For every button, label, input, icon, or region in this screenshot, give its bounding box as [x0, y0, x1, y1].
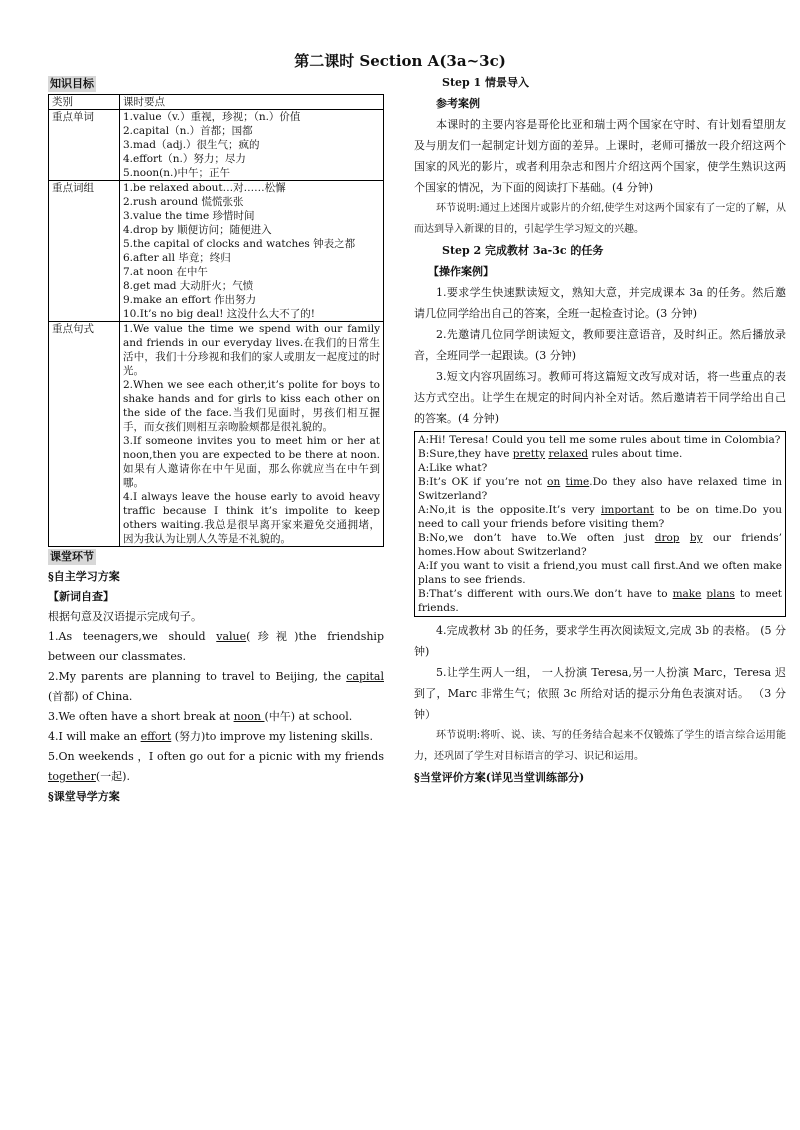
list-item: 1.be relaxed about…对……松懈: [123, 182, 286, 194]
sentence-text: (珍视)the friendship between our classmates.: [48, 630, 384, 663]
dialog-text: .Do they also have relaxed time in Switzerland?: [418, 476, 782, 502]
dialog-box: [414, 431, 786, 617]
table-header-cell: 类别: [49, 95, 120, 110]
dialog-line: [418, 475, 782, 503]
list-item: 1.We value the time we spend with our family and friends in our everyday lives.在我们的日常生活中，我们十分珍视和我们的家人或朋友一起度过的时光。: [123, 323, 380, 377]
category-cell: 重点单词: [49, 110, 120, 181]
sentence-text: (努力)to improve my listening skills.: [171, 730, 373, 743]
left-column: [48, 72, 384, 807]
dialog-answer: on: [547, 476, 561, 488]
dialog-text: to meet friends.: [418, 588, 782, 614]
dialog-text: B:It’s OK if you’re not: [418, 476, 548, 488]
exercise-sentence: [48, 627, 384, 667]
list-item: 3.mad（adj.）很生气；疯的: [123, 139, 260, 151]
dialog-text: B:No,we don’t have to.We often just: [418, 532, 655, 544]
sentence-text: (中午) at school.: [264, 710, 353, 723]
list-item: 5.the capital of clocks and watches 钟表之都: [123, 238, 356, 250]
list-item: 3.value the time 珍惜时间: [123, 210, 255, 222]
sentence-text: 1.As teenagers,we should: [48, 630, 217, 643]
dialog-text: A:Hi! Teresa! Could you tell me some rules about time in Colombia?: [418, 434, 781, 446]
new-words-heading: 【新词自查】: [48, 590, 114, 603]
dialog-answer: by: [689, 532, 703, 544]
list-item: 5.noon(n.)中午；正午: [123, 167, 230, 179]
sentence-text: 5.On weekends ，I often go out for a picnic with my friends: [48, 750, 384, 763]
dialog-text: A:Like what?: [418, 462, 488, 474]
dialog-answer: plans: [706, 588, 735, 600]
knowledge-goals-table: [48, 94, 384, 547]
items-cell: [120, 110, 384, 181]
exercise-sentence: [48, 727, 384, 747]
table-row-phrases: [49, 181, 384, 322]
dialog-text: B:Sure,they have: [418, 448, 513, 460]
class-section: [48, 547, 384, 807]
task-paragraph: 3.短文内容巩固练习。教师可将这篇短文改写成对话，将一些重点的表达方式空出。让学生在规定的时间内补全对话。然后邀请若干同学给出自己的答案。(4 分钟): [414, 370, 786, 425]
task-paragraph: 2.先邀请几位同学朗读短文，教师要注意语音，及时纠正。然后播放录音，全班同学一起跟读。(3 分钟): [414, 328, 786, 362]
answer-blank: noon: [233, 710, 265, 723]
dialog-line: [418, 461, 782, 475]
list-item: 1.value（v.）重视，珍视；（n.）价值: [123, 111, 301, 123]
step1-paragraph: 本课时的主要内容是哥伦比亚和瑞士两个国家在守时、有计划看望朋友及与朋友们一起制定计划方面的差异。上课时，老师可播放一段介绍这两个国家的风光的影片，或者利用杂志和图片介绍这两个国家，使学生熟识这两个国家的情况，为下面的阅读打下基础。(4 分钟): [414, 118, 786, 194]
list-item: 9.make an effort 作出努力: [123, 294, 257, 306]
answer-blank: value: [216, 630, 247, 643]
items-cell: [120, 322, 384, 547]
task-paragraph: 1.要求学生快速默读短文，熟知大意，并完成课本 3a 的任务。然后邀请几位同学给出自己的答案，全班一起检查讨论。(3 分钟): [414, 286, 786, 320]
list-item: 2.When we see each other,it’s polite for boys to shake hands and for girls to kiss each other on the side of the face.当我们见面时，男孩们相互握手，而女孩们则相互亲吻脸颊都是很礼貌的。: [123, 379, 380, 433]
exercise-sentence: [48, 747, 384, 787]
step2-note: 环节说明:将听、说、读、写的任务结合起来不仅锻炼了学生的语言综合运用能力，还巩固了学生对目标语言的学习、识记和运用。: [414, 730, 786, 762]
list-item: 8.get mad 大动肝火；气愤: [123, 280, 254, 292]
list-item: 6.after all 毕竟；终归: [123, 252, 231, 264]
sentence-text: (首都) of China.: [48, 690, 133, 703]
dialog-text: rules about time.: [588, 448, 683, 460]
category-cell: 重点词组: [49, 181, 120, 322]
answer-blank: capital: [346, 670, 384, 683]
list-item: 7.at noon 在中午: [123, 266, 208, 278]
dialog-line: [418, 587, 782, 615]
exercise-sentence: [48, 667, 384, 707]
exercise-sentence: [48, 707, 384, 727]
table-header-cell: 课时要点: [120, 95, 384, 110]
dialog-line: [418, 531, 782, 559]
dialog-line: [418, 503, 782, 531]
list-item: 2.rush around 慌慌张张: [123, 196, 244, 208]
ref-case-heading: 参考案例: [436, 97, 480, 110]
dialog-text: A:If you want to visit a friend,you must call first.And we often make plans to see friends.: [418, 560, 782, 586]
category-cell: 重点句式: [49, 322, 120, 547]
self-study-heading: §自主学习方案: [48, 570, 120, 583]
dialog-text: to be on time.Do you need to call your friends before visiting them?: [418, 504, 782, 530]
list-item: 4.drop by 顺便访问；随便进入: [123, 224, 272, 236]
table-row-sentences: [49, 322, 384, 547]
task-paragraph: 4.完成教材 3b 的任务，要求学生再次阅读短文,完成 3b 的表格。 (5 分钟): [414, 624, 786, 658]
dialog-line: [418, 447, 782, 461]
right-column: [414, 72, 786, 788]
list-item: 2.capital（n.）首都；国都: [123, 125, 253, 137]
list-item: 3.If someone invites you to meet him or her at noon,then you are expected to be there at noon.如果有人邀请你在中午见面，那么你就应当在中午到哪。: [123, 435, 380, 489]
sentence-text: 4.I will make an: [48, 730, 141, 743]
sentence-text: (一起).: [95, 770, 130, 783]
sentence-text: 3.We often have a short break at: [48, 710, 234, 723]
table-header-row: [49, 95, 384, 110]
dialog-answer: important: [601, 504, 654, 516]
answer-blank: effort: [140, 730, 172, 743]
step1-note: 环节说明:通过上述图片或影片的介绍,使学生对这两个国家有了一定的了解，从而达到导入新课的目的，引起学生学习短文的兴趣。: [414, 203, 786, 235]
class-section-heading: 课堂环节: [50, 550, 94, 563]
step2-heading: Step 2 完成教材 3a-3c 的任务: [442, 244, 604, 257]
dialog-answer: pretty: [512, 448, 546, 460]
knowledge-goals-heading: 知识目标: [50, 77, 94, 90]
sentence-text: 2.My parents are planning to travel to Beijing, the: [48, 670, 347, 683]
dialog-text: our friends’ homes.How about Switzerland?: [418, 532, 782, 558]
list-item: 4.effort（n.）努力；尽力: [123, 153, 246, 165]
list-item: 4.I always leave the house early to avoid heavy traffic because I think it’s impolite to keep others waiting.我总是很早离开家来避免交通拥堵，因为我认为让别人久等是不礼貌的。: [123, 491, 380, 545]
step1-heading: Step 1 情景导入: [442, 76, 530, 89]
items-cell: [120, 181, 384, 322]
answer-blank: together: [48, 770, 96, 783]
list-item: 10.It’s no big deal! 这没什么大不了的!: [123, 308, 316, 320]
dialog-line: [418, 433, 782, 447]
dialog-text: B:That’s different with ours.We don’t have to: [418, 588, 673, 600]
op-case-heading: 【操作案例】: [428, 265, 494, 278]
dialog-answer: drop: [654, 532, 680, 544]
task-paragraph: 5.让学生两人一组， 一人扮演 Teresa,另一人扮演 Marc，Teresa 迟到了，Marc 非常生气；依照 3c 所给对话的提示分角色表演对话。 （3 分钟）: [414, 666, 786, 721]
table-row-words: [49, 110, 384, 181]
guide-heading: §课堂导学方案: [48, 790, 120, 803]
dialog-line: [418, 559, 782, 587]
dialog-text: [680, 532, 690, 544]
dialog-answer: relaxed: [548, 448, 589, 460]
dialog-answer: make: [672, 588, 702, 600]
dialog-answer: time: [565, 476, 590, 488]
dialog-text: A:No,it is the opposite.It’s very: [418, 504, 602, 516]
instruction-text: 根据句意及汉语提示完成句子。: [48, 610, 202, 623]
evaluation-heading: §当堂评价方案(详见当堂训练部分): [414, 771, 585, 784]
page-title: 第二课时 Section A(3a~3c): [294, 52, 506, 70]
